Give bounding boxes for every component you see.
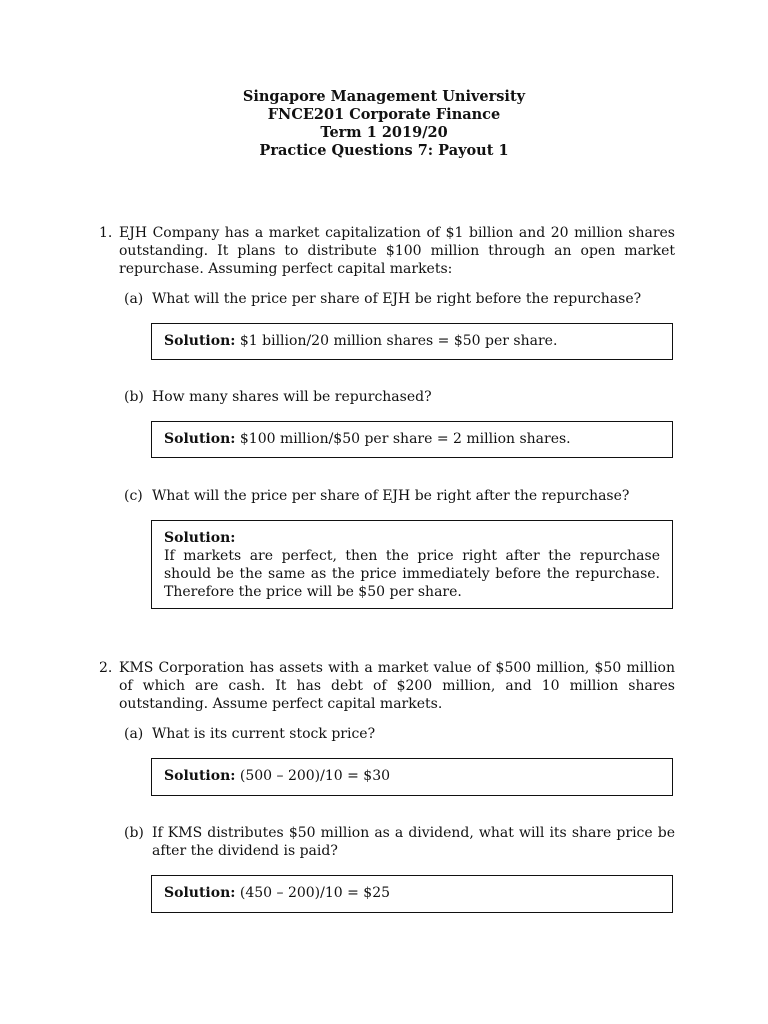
solution-box-1c (151, 520, 673, 609)
solution-text: If markets are perfect, then the price right after the repurchase should be the same as the price immediately before the repurchase. Therefore the price will be $50 per share. (164, 548, 660, 600)
question-2a (124, 725, 675, 743)
solution-box-1b (151, 421, 673, 458)
solution-box-2b (151, 875, 673, 913)
solution-box-2a (151, 758, 673, 796)
question-1c (124, 487, 675, 505)
question-number: 2. (99, 660, 113, 676)
solution-label: Solution: (164, 768, 236, 784)
question-2 (99, 659, 675, 713)
subquestion-label: (a) (124, 291, 144, 307)
subquestion-text: What will the price per share of EJH be right after the repurchase? (152, 488, 630, 504)
subquestion-text: How many shares will be repurchased? (152, 389, 432, 405)
term-label: Term 1 2019/20 (320, 124, 448, 141)
question-text: EJH Company has a market capitalization of $1 billion and 20 million shares outstanding. It plans to distribute $100 million through an open market repurchase. Assuming perfect capital markets: (119, 225, 675, 277)
question-text: KMS Corporation has assets with a market value of $500 million, $50 million of which are cash. It has debt of $200 million, and 10 million shares outstanding. Assume perfect capital markets. (119, 660, 675, 712)
subquestion-text: What will the price per share of EJH be right before the repurchase? (152, 291, 642, 307)
subquestion-label: (b) (124, 389, 144, 405)
question-1 (99, 224, 675, 278)
solution-text: (500 – 200)/10 = $30 (239, 768, 391, 784)
document-header (0, 88, 768, 160)
subquestion-label: (b) (124, 825, 144, 841)
solution-label: Solution: (164, 885, 236, 901)
course-title: FNCE201 Corporate Finance (267, 106, 501, 123)
worksheet-title: Practice Questions 7: Payout 1 (259, 142, 509, 159)
question-1a (124, 290, 675, 308)
solution-text: (450 – 200)/10 = $25 (239, 885, 391, 901)
question-number: 1. (99, 225, 113, 241)
question-1b (124, 388, 675, 406)
subquestion-text: What is its current stock price? (152, 726, 376, 742)
solution-label: Solution: (164, 333, 236, 349)
university-name: Singapore Management University (242, 88, 526, 105)
subquestion-text: If KMS distributes $50 million as a dividend, what will its share price be after the dividend is paid? (152, 825, 675, 859)
solution-label: Solution: (164, 530, 236, 546)
solution-box-1a (151, 323, 673, 360)
solution-text: $1 billion/20 million shares = $50 per share. (239, 333, 558, 349)
subquestion-label: (a) (124, 726, 144, 742)
question-2b (124, 824, 675, 860)
solution-label: Solution: (164, 431, 236, 447)
solution-text: $100 million/$50 per share = 2 million shares. (239, 431, 571, 447)
subquestion-label: (c) (124, 488, 143, 504)
